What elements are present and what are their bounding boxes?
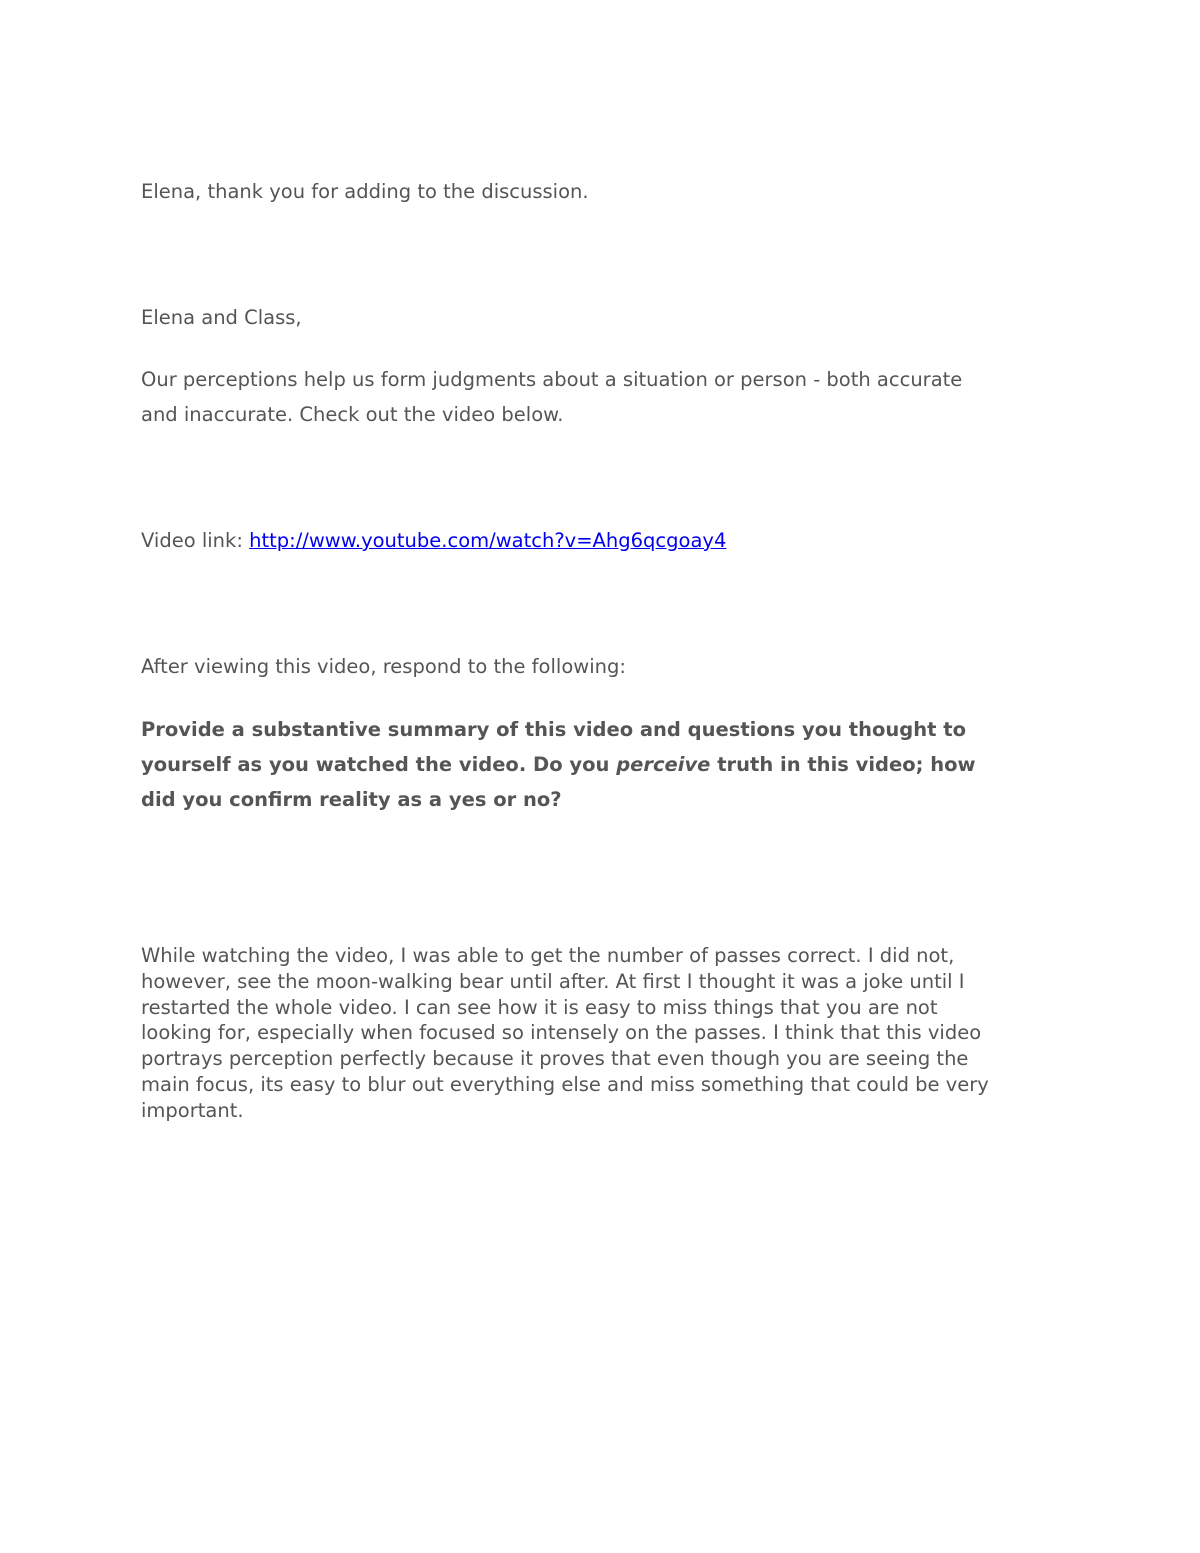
video-link-label: Video link:: [141, 529, 250, 552]
intro-line-2: and inaccurate. Check out the video below.: [141, 403, 564, 426]
response-line: looking for, especially when focused so intensely on the passes. I think that this video: [141, 1021, 982, 1045]
salutation: Elena and Class,: [141, 306, 302, 329]
response-line: however, see the moon-walking bear until after. At first I thought it was a joke until I: [141, 969, 965, 993]
prompt-line-1: Provide a substantive summary of this video and questions you thought to: [141, 718, 966, 741]
response-line: restarted the whole video. I can see how it is easy to miss things that you are not: [141, 995, 938, 1019]
prompt-line-2: [141, 747, 1061, 782]
video-link[interactable]: http://www.youtube.com/watch?v=Ahg6qcgoay4: [249, 529, 727, 552]
intro-line-1: Our perceptions help us form judgments about a situation or person - both accurate: [141, 368, 963, 391]
response-paragraph: [141, 943, 1061, 1124]
discussion-prompt: [141, 712, 1061, 817]
intro-paragraph: [141, 362, 1061, 432]
response-line: While watching the video, I was able to get the number of passes correct. I did not,: [141, 944, 955, 967]
prompt-emphasis: perceive: [616, 753, 711, 776]
prompt-line-2-after: truth in this video; how: [710, 753, 976, 776]
response-line: portrays perception perfectly because it proves that even though you are seeing the: [141, 1047, 969, 1071]
greeting-reply: Elena, thank you for adding to the discussion.: [141, 180, 589, 203]
response-line: important.: [141, 1098, 244, 1122]
video-link-line: [141, 523, 1061, 558]
instruction: After viewing this video, respond to the following:: [141, 655, 626, 678]
prompt-line-2-before: yourself as you watched the video. Do you: [141, 753, 617, 776]
prompt-line-3: did you confirm reality as a yes or no?: [141, 788, 562, 811]
response-line: main focus, its easy to blur out everything else and miss something that could be very: [141, 1072, 989, 1096]
